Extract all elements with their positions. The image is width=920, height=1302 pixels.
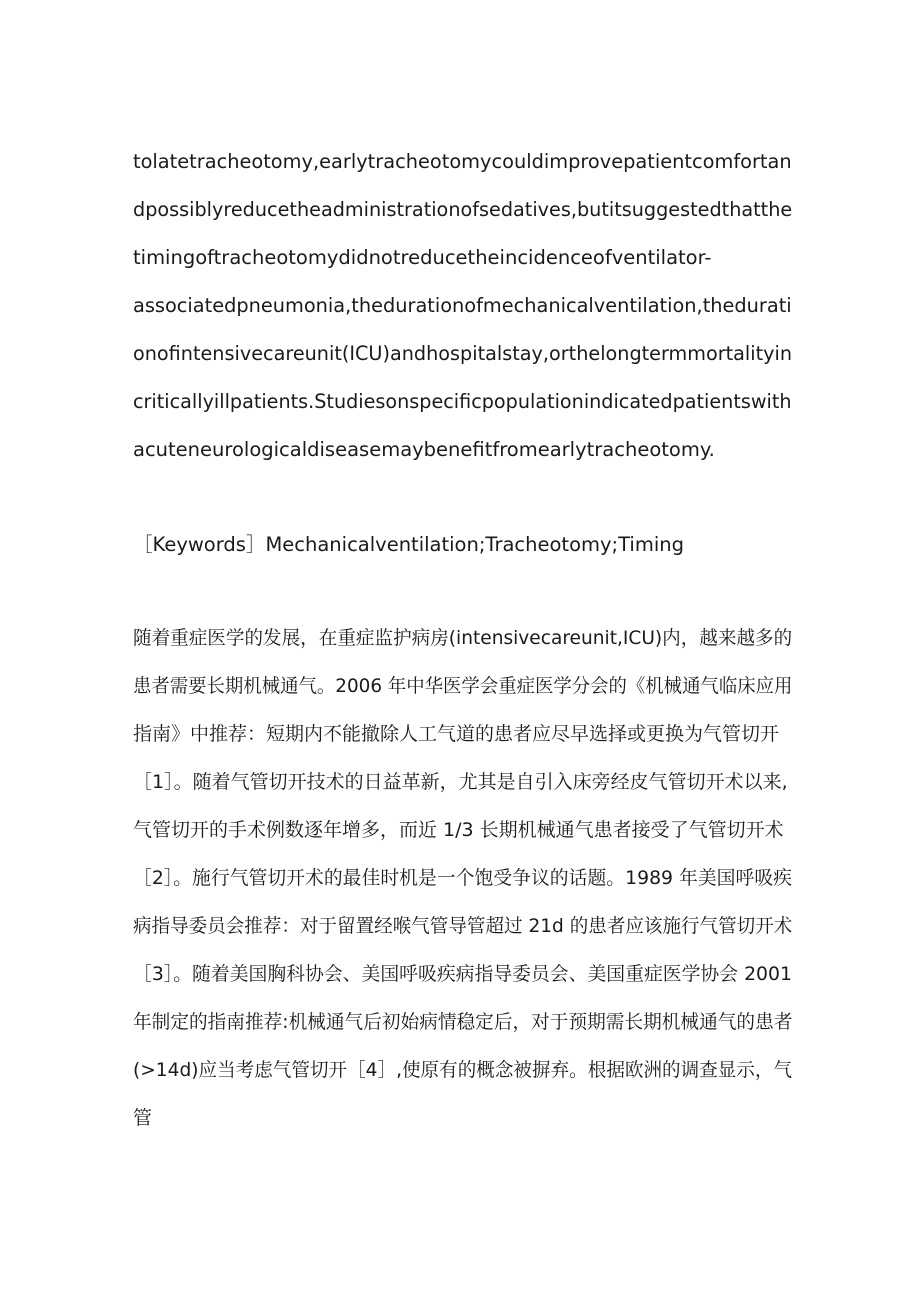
- body-line-10: (>14d)应当考虑气管切开［4］,使原有的概念被摒弃。根据欧洲的调查显示，气: [133, 1059, 793, 1081]
- abstract-line-5: onofintensivecareunit(ICU)andhospitalstay,orthelongtermmortalityin: [133, 342, 793, 365]
- abstract-line-3: timingoftracheotomydidnotreducetheincidenceofventilator-: [133, 246, 712, 269]
- body-line-6: ［2］。施行气管切开术的最佳时机是一个饱受争议的话题。1989 年美国呼吸疾: [133, 867, 792, 889]
- body-line-3: 指南》中推荐：短期内不能撤除人工气道的患者应尽早选择或更换为气管切开: [133, 723, 780, 745]
- abstract-line-7: acuteneurologicaldiseasemaybenefitfromearlytracheotomy.: [133, 438, 715, 461]
- abstract-line-2: dpossiblyreducetheadministrationofsedatives,butitsuggestedthatthe: [133, 198, 793, 221]
- body-line-1: 随着重症医学的发展，在重症监护病房(intensivecareunit,ICU)内，越来越多的: [133, 627, 793, 649]
- body-line-9: 年制定的指南推荐:机械通气后初始病情稳定后，对于预期需长期机械通气的患者: [133, 1011, 793, 1033]
- body-line-11: 管: [133, 1107, 153, 1129]
- body-line-5: 气管切开的手术例数逐年增多，而近 1/3 长期机械通气患者接受了气管切开术: [133, 819, 784, 841]
- abstract-line-1: tolatetracheotomy,earlytracheotomycouldimprovepatientcomfortan: [133, 150, 792, 173]
- keywords-line: ［Keywords］Mechanicalventilation;Tracheotomy;Timing: [133, 533, 684, 556]
- body-line-2: 患者需要长期机械通气。2006 年中华医学会重症医学分会的《机械通气临床应用: [133, 675, 793, 697]
- body-line-7: 病指导委员会推荐：对于留置经喉气管导管超过 21d 的患者应该施行气管切开术: [133, 915, 793, 937]
- abstract-line-4: associatedpneumonia,thedurationofmechanicalventilation,thedurati: [133, 294, 792, 317]
- body-line-8: ［3］。随着美国胸科协会、美国呼吸疾病指导委员会、美国重症医学协会 2001: [133, 963, 792, 985]
- body-line-4: ［1］。随着气管切开技术的日益革新，尤其是自引入床旁经皮气管切开术以来,: [133, 771, 788, 793]
- abstract-line-6: criticallyillpatients.Studiesonspecificpopulationindicatedpatientswith: [133, 390, 792, 413]
